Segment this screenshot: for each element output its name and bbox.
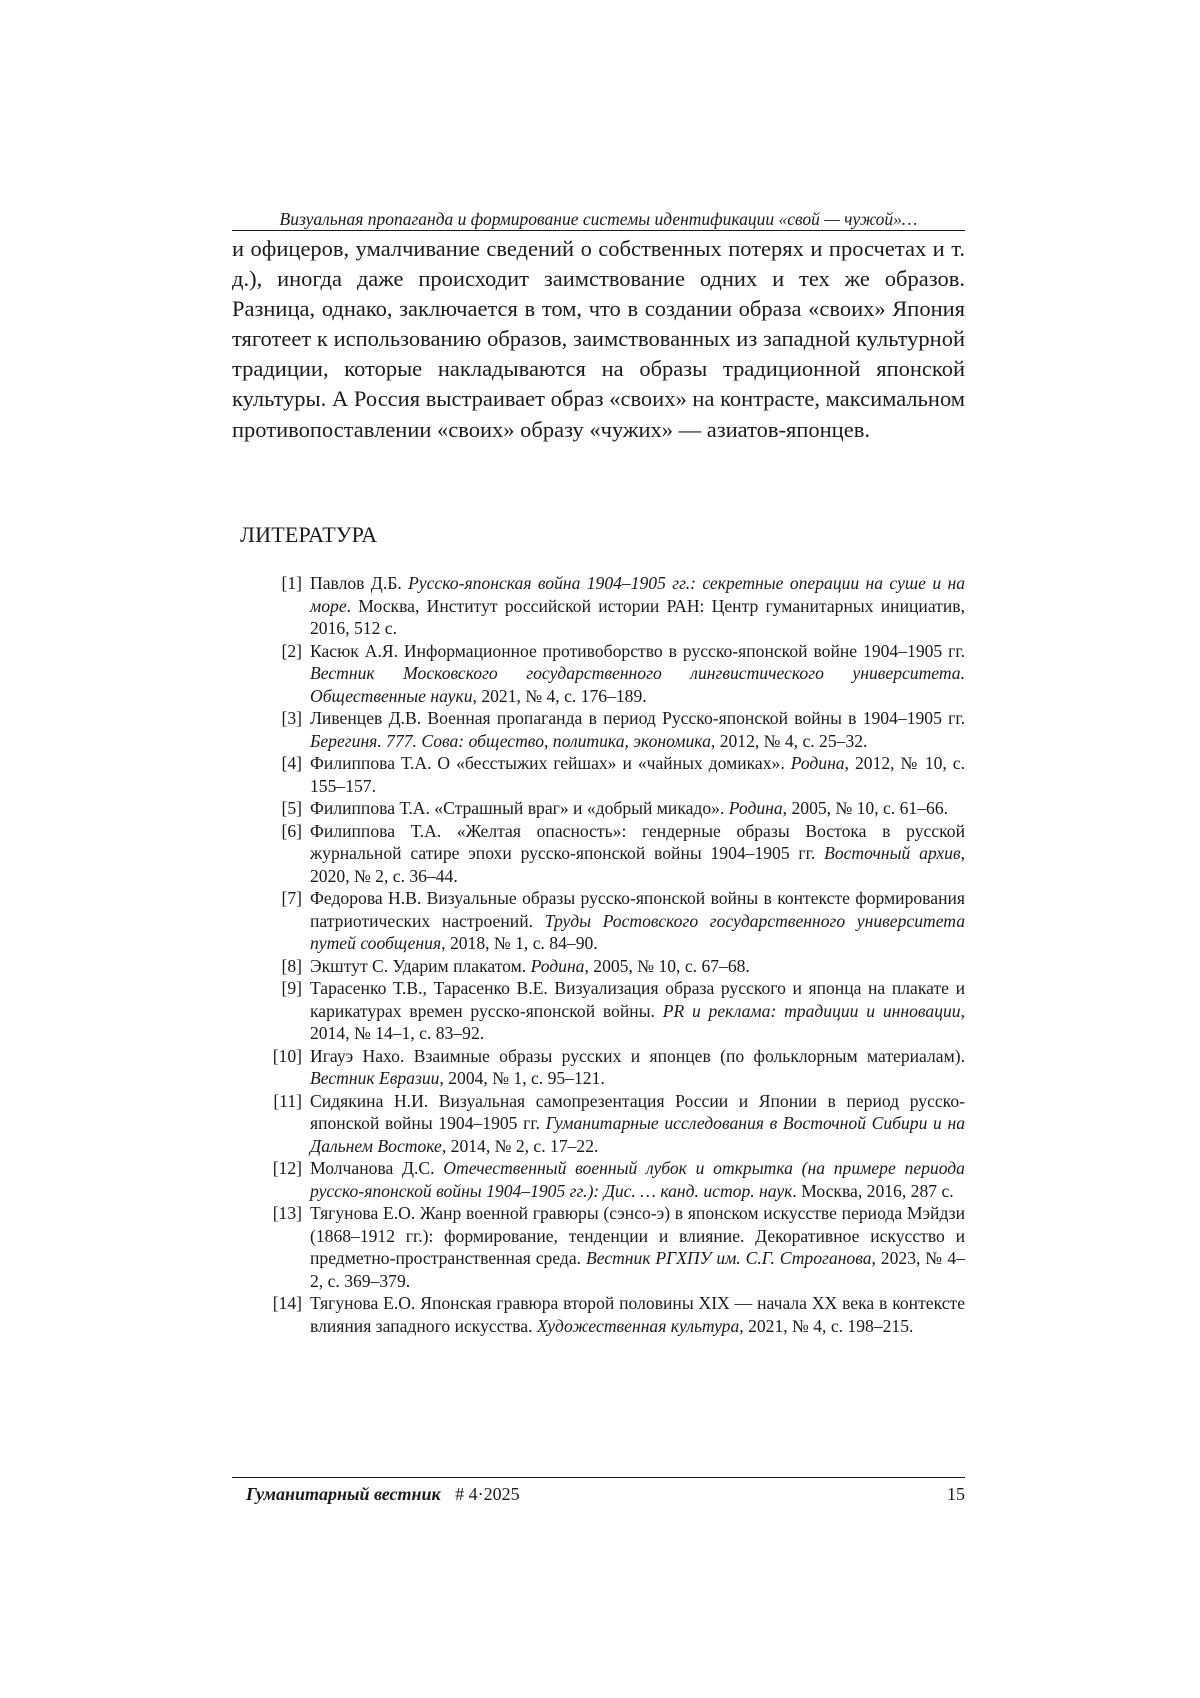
reference-list [232, 572, 965, 1337]
reference-tail: , 2018, № 1, с. 84–90. [441, 933, 598, 953]
reference-item [232, 977, 965, 1045]
reference-text [310, 1091, 965, 1156]
reference-number: [3] [281, 708, 302, 728]
reference-plain: Ливенцев Д.В. Военная пропаганда в период Русско-японской войны в 1904–1905 гг. [310, 708, 965, 728]
reference-item [232, 752, 965, 797]
reference-text [310, 708, 965, 751]
reference-text [310, 888, 965, 953]
reference-item [232, 640, 965, 708]
reference-tail: , 2004, № 1, с. 95–121. [439, 1068, 605, 1088]
reference-italic: Художественная культура [536, 1315, 740, 1336]
reference-tail: , 2014, № 14–1, с. 83–92. [310, 1000, 965, 1043]
reference-italic: Восточный архив [824, 843, 961, 863]
reference-italic: Вестник Евразии [310, 1068, 440, 1088]
reference-italic: Родина [530, 955, 585, 976]
reference-plain: Филиппова Т.А. «Страшный враг» и «добрый микадо». [310, 798, 729, 818]
reference-plain: Тягунова Е.О. Японская гравюра второй половины XIX — начала XX века в контексте влияния западного искусства. [310, 1293, 965, 1336]
reference-number: [9] [281, 978, 302, 998]
reference-number: [12] [272, 1158, 302, 1178]
reference-item [232, 797, 965, 820]
reference-plain: Сидякина Н.И. Визуальная самопрезентация России и Японии в период русско-японской войны 1904–1905 гг. [310, 1090, 965, 1133]
reference-tail: . Москва, 2016, 287 с. [792, 1180, 954, 1201]
reference-plain: Касюк А.Я. Информационное противоборство в русско-японской войне 1904–1905 гг. [310, 640, 965, 661]
reference-number: [11] [273, 1090, 302, 1111]
reference-number: [6] [281, 820, 302, 841]
reference-tail: , 2012, № 4, с. 25–32. [710, 730, 868, 751]
reference-item [232, 1090, 965, 1158]
reference-italic: Труды Ростовского государственного университета путей сообщения [310, 910, 965, 953]
reference-number: [5] [281, 798, 302, 818]
reference-text [310, 978, 965, 1043]
reference-tail: , 2021, № 4, с. 198–215. [739, 1315, 914, 1336]
reference-number: [14] [272, 1293, 302, 1313]
reference-item [232, 572, 965, 640]
reference-tail: , 2005, № 10, с. 61–66. [782, 798, 949, 818]
reference-text [310, 821, 965, 886]
reference-plain: Экштут С. Ударим плакатом. [310, 955, 531, 976]
reference-number: [13] [272, 1203, 302, 1223]
reference-number: [10] [272, 1045, 302, 1066]
reference-plain: Павлов Д.Б. [310, 573, 409, 593]
reference-tail: , 2021, № 4, с. 176–189. [472, 685, 647, 706]
reference-text [310, 641, 965, 706]
journal-title: Гуманитарный вестник [246, 1484, 441, 1504]
reference-number: [4] [281, 753, 302, 773]
reference-plain: Федорова Н.В. Визуальные образы русско-японской войны в контексте формирования патриотических настроений. [310, 888, 965, 931]
reference-plain: Молчанова Д.С. [310, 1158, 444, 1178]
reference-italic: Берегиня. 777. Сова: общество, политика, экономика [310, 730, 711, 751]
reference-text [310, 573, 965, 638]
body-paragraph: и офицеров, умалчивание сведений о собственных потерях и просчетах и т. д.), иногда даже происходит заимствование одних и тех же образов. Разница, однако, заключается в том, что в создании образа «своих» Япония тяготеет к использованию образов, заимствованных из западной культурной традиции, которые накладываются на образы традиционной японской культуры. А Россия выстраивает образ «своих» на контрасте, максимальном противопоставлении «своих» образу «чужих» — азиатов-японцев. [232, 236, 965, 442]
reference-italic: Родина [728, 798, 783, 818]
reference-item [232, 1157, 965, 1202]
reference-text [310, 956, 750, 976]
reference-text [310, 1293, 965, 1336]
reference-text [310, 1046, 965, 1089]
reference-plain: Филиппова Т.А. «Желтая опасность»: гендерные образы Востока в русской журнальной сатире эпохи русско-японской войны 1904–1905 гг. [310, 820, 965, 863]
reference-number: [8] [281, 955, 302, 976]
reference-italic: Вестник Московского государственного лингвистического университета. Общественные науки [310, 663, 965, 706]
reference-text [310, 798, 948, 818]
reference-tail: , 2023, № 4–2, с. 369–379. [310, 1248, 965, 1291]
reference-number: [7] [281, 888, 302, 908]
reference-tail: . Москва, Институт российской истории РАН: Центр гуманитарных инициатив, 2016, 512 с. [310, 595, 965, 638]
reference-italic: Гуманитарные исследования в Восточной Сибири и на Дальнем Востоке [310, 1113, 965, 1156]
reference-tail: , 2020, № 2, с. 36–44. [310, 843, 965, 886]
reference-item [232, 1045, 965, 1090]
reference-italic: Русско-японская война 1904–1905 гг.: секретные операции на суше и на море [310, 573, 965, 616]
reference-text [310, 1203, 965, 1291]
reference-plain: Тягунова Е.О. Жанр военной гравюры (сэнсо-э) в японском искусстве периода Мэйдзи (1868–1912 гг.): формирование, тенденции и влияние. Декоративное искусство и предметно-пространственная среда. [310, 1203, 965, 1268]
reference-item [232, 820, 965, 888]
issue-number: # 4·2025 [455, 1484, 520, 1504]
reference-item [232, 707, 965, 752]
reference-text [310, 753, 965, 796]
reference-plain: Игауэ Нахо. Взаимные образы русских и японцев (по фольклорным материалам). [310, 1045, 965, 1066]
reference-italic: Родина [790, 753, 845, 773]
reference-number: [1] [281, 573, 302, 593]
reference-italic: Вестник РГХПУ им. С.Г. Строганова [585, 1248, 872, 1268]
reference-item [232, 1292, 965, 1337]
footer-rule [232, 1477, 965, 1478]
reference-text [310, 1158, 965, 1201]
page-footer [232, 1482, 965, 1506]
page-number: 15 [947, 1484, 965, 1504]
header-rule [232, 230, 965, 231]
reference-plain: Филиппова Т.А. О «бесстыжих гейшах» и «чайных домиках». [310, 753, 791, 773]
section-heading: ЛИТЕРАТУРА [240, 522, 378, 547]
reference-item [232, 1202, 965, 1292]
reference-number: [2] [281, 640, 302, 661]
reference-tail: , 2012, № 10, с. 155–157. [310, 753, 965, 796]
reference-tail: , 2005, № 10, с. 67–68. [584, 955, 750, 976]
reference-item [232, 887, 965, 955]
reference-italic: Отечественный военный лубок и открытка (на примере периода русско-японской войны 1904–1905 гг.): Дис. … канд. истор. наук [310, 1158, 965, 1201]
reference-plain: Тарасенко Т.В., Тарасенко В.Е. Визуализация образа русского и японца на плакате и карикатурах времен русско-японской войны. [310, 978, 965, 1021]
running-header: Визуальная пропаганда и формирование системы идентификации «свой — чужой»… [279, 209, 918, 229]
reference-item [232, 955, 965, 978]
reference-italic: PR и реклама: традиции и инновации [662, 1000, 961, 1021]
reference-tail: , 2014, № 2, с. 17–22. [441, 1135, 599, 1156]
